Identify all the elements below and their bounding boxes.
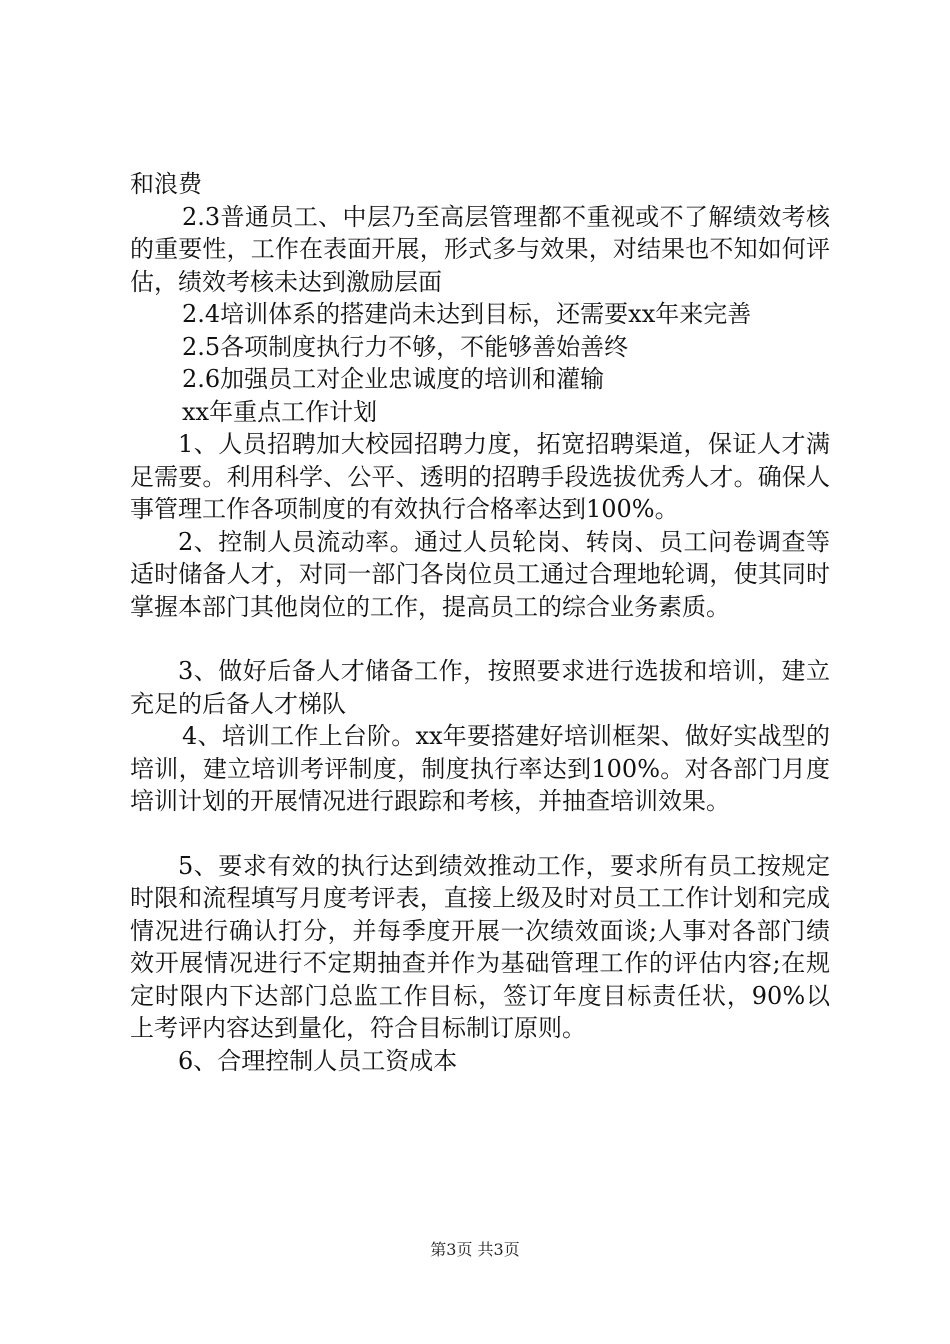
paragraph-spacer bbox=[130, 623, 830, 655]
paragraph-spacer bbox=[130, 818, 830, 850]
paragraph-item-2: 2、控制人员流动率。通过人员轮岗、转岗、员工问卷调查等适时储备人才，对同一部门各岗位员工通过合理地轮调，使其同时掌握本部门其他岗位的工作，提高员工的综合业务素质。 bbox=[130, 527, 830, 621]
paragraph-2-3: 2.3普通员工、中层乃至高层管理都不重视或不了解绩效考核的重要性，工作在表面开展，形式多与效果，对结果也不知如何评估，绩效考核未达到激励层面 bbox=[130, 202, 830, 296]
paragraph-item-6: 6、合理控制人员工资成本 bbox=[178, 1046, 458, 1075]
page-number-footer: 第3页 共3页 bbox=[430, 1240, 520, 1259]
paragraph-item-5: 5、要求有效的执行达到绩效推动工作，要求所有员工按规定时限和流程填写月度考评表，直接上级及时对员工工作计划和完成情况进行确认打分，并每季度开展一次绩效面谈;人事对各部门绩效开展情况进行不定期抽查并作为基础管理工作的评估内容;在规定时限内下达部门总监工作目标，签订年度目标责任状，90%以上考评内容达到量化，符合目标制订原则。 bbox=[130, 851, 830, 1042]
paragraph-item-4: 4、培训工作上台阶。xx年要搭建好培训框架、做好实战型的培训，建立培训考评制度，制度执行率达到100%。对各部门月度培训计划的开展情况进行跟踪和考核，并抽查培训效果。 bbox=[130, 722, 830, 815]
document-body bbox=[130, 168, 830, 1077]
paragraph-continuation: 和浪费 bbox=[130, 170, 202, 198]
section-heading: xx年重点工作计划 bbox=[182, 397, 378, 426]
paragraph-item-1: 1、人员招聘加大校园招聘力度，拓宽招聘渠道，保证人才满足需要。利用科学、公平、透明的招聘手段选拔优秀人才。确保人事管理工作各项制度的有效执行合格率达到100%。 bbox=[130, 430, 830, 523]
paragraph-item-3: 3、做好后备人才储备工作，按照要求进行选拔和培训，建立充足的后备人才梯队 bbox=[130, 657, 830, 718]
paragraph-2-4: 2.4培训体系的搭建尚未达到目标，还需要xx年来完善 bbox=[182, 300, 752, 328]
paragraph-2-6: 2.6加强员工对企业忠诚度的培训和灌输 bbox=[182, 365, 605, 393]
paragraph-2-5: 2.5各项制度执行力不够，不能够善始善终 bbox=[182, 332, 629, 361]
